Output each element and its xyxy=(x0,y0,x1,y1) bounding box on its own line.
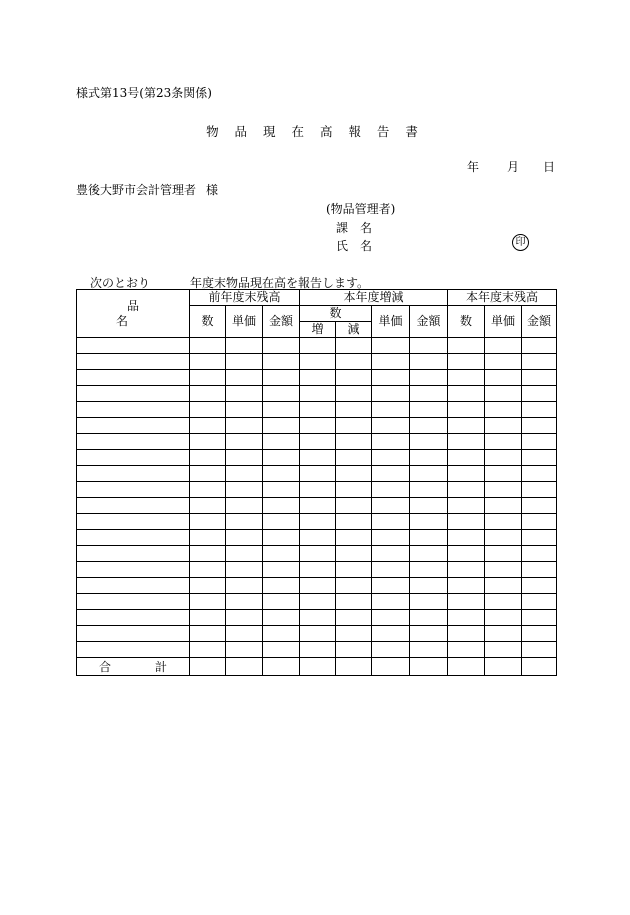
table-row xyxy=(77,466,557,482)
table-cell[interactable] xyxy=(448,626,485,642)
recipient xyxy=(76,181,218,198)
table-cell[interactable] xyxy=(448,482,485,498)
table-cell[interactable] xyxy=(485,594,522,610)
table-cell[interactable] xyxy=(77,370,190,386)
table-cell[interactable] xyxy=(300,386,336,402)
table-cell[interactable] xyxy=(77,562,190,578)
table-cell[interactable] xyxy=(300,354,336,370)
table-cell[interactable] xyxy=(485,562,522,578)
table-cell[interactable] xyxy=(190,514,226,530)
table-cell[interactable] xyxy=(372,594,410,610)
table-cell[interactable] xyxy=(410,514,448,530)
recipient-honorific: 様 xyxy=(206,183,219,197)
date-day-label: 日 xyxy=(543,160,556,174)
table-cell[interactable] xyxy=(448,498,485,514)
table-cell[interactable] xyxy=(300,594,336,610)
table-cell[interactable] xyxy=(77,530,190,546)
table-cell[interactable] xyxy=(448,418,485,434)
table-cell[interactable] xyxy=(263,466,300,482)
table-cell[interactable] xyxy=(410,386,448,402)
table-cell[interactable] xyxy=(300,562,336,578)
change-qty-header: 数 xyxy=(300,306,372,322)
table-cell[interactable] xyxy=(226,594,263,610)
table-cell[interactable] xyxy=(263,354,300,370)
table-cell[interactable] xyxy=(300,610,336,626)
table-cell[interactable] xyxy=(336,530,372,546)
table-cell[interactable] xyxy=(226,338,263,354)
table-cell[interactable] xyxy=(77,354,190,370)
table-cell[interactable] xyxy=(263,386,300,402)
table-cell[interactable] xyxy=(300,434,336,450)
table-cell[interactable] xyxy=(190,626,226,642)
decrease-header: 減 xyxy=(336,322,372,338)
table-cell[interactable] xyxy=(410,626,448,642)
table-cell[interactable] xyxy=(263,482,300,498)
table-cell[interactable] xyxy=(263,418,300,434)
table-cell[interactable] xyxy=(300,482,336,498)
table-cell[interactable] xyxy=(372,610,410,626)
table-cell[interactable] xyxy=(226,450,263,466)
table-cell[interactable] xyxy=(190,418,226,434)
table-cell[interactable] xyxy=(77,498,190,514)
table-cell[interactable] xyxy=(410,610,448,626)
change-amount-header: 金額 xyxy=(410,306,448,338)
table-cell[interactable] xyxy=(448,338,485,354)
table-cell[interactable] xyxy=(336,562,372,578)
table-cell[interactable] xyxy=(263,530,300,546)
table-cell[interactable] xyxy=(190,386,226,402)
table-cell[interactable] xyxy=(336,594,372,610)
table-cell[interactable] xyxy=(336,514,372,530)
table-cell[interactable] xyxy=(336,498,372,514)
table-cell[interactable] xyxy=(263,450,300,466)
table-cell[interactable] xyxy=(522,594,557,610)
name-label: 氏 名 xyxy=(336,239,373,253)
table-cell[interactable] xyxy=(226,546,263,562)
total-label: 合 計 xyxy=(77,658,190,676)
table-cell[interactable] xyxy=(300,418,336,434)
table-cell[interactable] xyxy=(522,642,557,658)
table-row xyxy=(77,418,557,434)
table-cell[interactable] xyxy=(336,578,372,594)
table-row xyxy=(77,514,557,530)
table-cell[interactable] xyxy=(485,530,522,546)
table-cell[interactable] xyxy=(336,354,372,370)
table-cell[interactable] xyxy=(372,370,410,386)
table-cell[interactable] xyxy=(77,610,190,626)
total-cell[interactable] xyxy=(263,658,300,676)
table-row xyxy=(77,370,557,386)
table-cell[interactable] xyxy=(190,530,226,546)
table-cell[interactable] xyxy=(336,466,372,482)
table-cell[interactable] xyxy=(336,418,372,434)
table-cell[interactable] xyxy=(300,338,336,354)
table-cell[interactable] xyxy=(77,626,190,642)
table-cell[interactable] xyxy=(300,514,336,530)
table-cell[interactable] xyxy=(410,370,448,386)
table-cell[interactable] xyxy=(410,578,448,594)
date-line xyxy=(467,158,555,175)
table-cell[interactable] xyxy=(77,402,190,418)
table-cell[interactable] xyxy=(485,450,522,466)
table-cell[interactable] xyxy=(336,386,372,402)
table-row xyxy=(77,354,557,370)
table-cell[interactable] xyxy=(485,418,522,434)
table-cell[interactable] xyxy=(226,418,263,434)
current-qty-header: 数 xyxy=(448,306,485,338)
table-cell[interactable] xyxy=(410,594,448,610)
table-cell[interactable] xyxy=(77,594,190,610)
intro-suffix: 年度末物品現在高を報告します。 xyxy=(190,276,370,290)
table-cell[interactable] xyxy=(263,594,300,610)
table-row xyxy=(77,594,557,610)
item-name-header: 品 名 xyxy=(77,290,190,338)
table-cell[interactable] xyxy=(522,610,557,626)
table-cell[interactable] xyxy=(263,546,300,562)
table-cell[interactable] xyxy=(522,434,557,450)
table-cell[interactable] xyxy=(226,514,263,530)
table-cell[interactable] xyxy=(485,610,522,626)
table-cell[interactable] xyxy=(263,434,300,450)
table-cell[interactable] xyxy=(263,642,300,658)
table-cell[interactable] xyxy=(77,418,190,434)
table-cell[interactable] xyxy=(263,514,300,530)
table-cell[interactable] xyxy=(522,546,557,562)
table-cell[interactable] xyxy=(372,434,410,450)
prev-amount-header: 金額 xyxy=(263,306,300,338)
table-cell[interactable] xyxy=(410,482,448,498)
table-row xyxy=(77,578,557,594)
table-cell[interactable] xyxy=(448,402,485,418)
table-row xyxy=(77,434,557,450)
table-cell[interactable] xyxy=(226,626,263,642)
seal-mark-icon: 印 xyxy=(512,234,529,251)
manager-heading: (物品管理者) xyxy=(326,202,396,216)
table-cell[interactable] xyxy=(77,514,190,530)
change-header: 本年度増減 xyxy=(300,290,448,306)
prev-unit-price-header: 単価 xyxy=(226,306,263,338)
table-cell[interactable] xyxy=(190,610,226,626)
table-cell[interactable] xyxy=(485,370,522,386)
table-cell[interactable] xyxy=(300,402,336,418)
total-cell[interactable] xyxy=(226,658,263,676)
table-cell[interactable] xyxy=(448,370,485,386)
table-cell[interactable] xyxy=(372,386,410,402)
table-cell[interactable] xyxy=(522,578,557,594)
table-cell[interactable] xyxy=(190,594,226,610)
table-cell[interactable] xyxy=(522,354,557,370)
table-cell[interactable] xyxy=(522,514,557,530)
table-cell[interactable] xyxy=(300,578,336,594)
table-cell[interactable] xyxy=(448,466,485,482)
table-cell[interactable] xyxy=(190,402,226,418)
table-cell[interactable] xyxy=(410,562,448,578)
table-cell[interactable] xyxy=(485,402,522,418)
table-cell[interactable] xyxy=(77,450,190,466)
table-cell[interactable] xyxy=(190,546,226,562)
table-cell[interactable] xyxy=(372,418,410,434)
table-cell[interactable] xyxy=(190,338,226,354)
table-row xyxy=(77,402,557,418)
table-cell[interactable] xyxy=(372,498,410,514)
table-cell[interactable] xyxy=(336,546,372,562)
table-cell[interactable] xyxy=(263,498,300,514)
table-cell[interactable] xyxy=(372,482,410,498)
table-cell[interactable] xyxy=(263,610,300,626)
table-cell[interactable] xyxy=(77,386,190,402)
table-cell[interactable] xyxy=(485,338,522,354)
table-cell[interactable] xyxy=(372,466,410,482)
table-cell[interactable] xyxy=(448,546,485,562)
table-cell[interactable] xyxy=(410,466,448,482)
table-cell[interactable] xyxy=(485,386,522,402)
table-cell[interactable] xyxy=(226,482,263,498)
table-cell[interactable] xyxy=(372,530,410,546)
table-cell[interactable] xyxy=(300,450,336,466)
table-cell[interactable] xyxy=(300,546,336,562)
table-cell[interactable] xyxy=(522,338,557,354)
table-cell[interactable] xyxy=(226,610,263,626)
table-cell[interactable] xyxy=(410,450,448,466)
table-cell[interactable] xyxy=(522,402,557,418)
table-cell[interactable] xyxy=(263,338,300,354)
table-cell[interactable] xyxy=(448,530,485,546)
table-cell[interactable] xyxy=(410,354,448,370)
table-cell[interactable] xyxy=(226,562,263,578)
change-unit-price-header: 単価 xyxy=(372,306,410,338)
table-cell[interactable] xyxy=(448,610,485,626)
table-cell[interactable] xyxy=(485,466,522,482)
table-cell[interactable] xyxy=(448,578,485,594)
total-cell[interactable] xyxy=(336,658,372,676)
table-cell[interactable] xyxy=(372,642,410,658)
table-cell[interactable] xyxy=(448,434,485,450)
table-cell[interactable] xyxy=(372,578,410,594)
table-cell[interactable] xyxy=(522,370,557,386)
current-unit-price-header: 単価 xyxy=(485,306,522,338)
table-cell[interactable] xyxy=(372,450,410,466)
table-cell[interactable] xyxy=(226,466,263,482)
table-cell[interactable] xyxy=(372,546,410,562)
table-cell[interactable] xyxy=(485,354,522,370)
table-cell[interactable] xyxy=(410,338,448,354)
table-cell[interactable] xyxy=(448,514,485,530)
table-cell[interactable] xyxy=(485,514,522,530)
table-cell[interactable] xyxy=(336,642,372,658)
table-cell[interactable] xyxy=(485,498,522,514)
table-cell[interactable] xyxy=(300,626,336,642)
table-cell[interactable] xyxy=(77,578,190,594)
table-cell[interactable] xyxy=(372,402,410,418)
table-cell[interactable] xyxy=(226,386,263,402)
prev-qty-header: 数 xyxy=(190,306,226,338)
table-cell[interactable] xyxy=(485,626,522,642)
table-row xyxy=(77,338,557,354)
intro-prefix: 次のとおり xyxy=(90,276,151,290)
table-row xyxy=(77,562,557,578)
table-cell[interactable] xyxy=(226,498,263,514)
table-cell[interactable] xyxy=(226,434,263,450)
table-row xyxy=(77,482,557,498)
table-cell[interactable] xyxy=(372,338,410,354)
table-cell[interactable] xyxy=(522,626,557,642)
recipient-name: 豊後大野市会計管理者 xyxy=(76,183,197,197)
table-cell[interactable] xyxy=(300,498,336,514)
total-cell[interactable] xyxy=(485,658,522,676)
table-cell[interactable] xyxy=(190,450,226,466)
table-cell[interactable] xyxy=(336,338,372,354)
table-cell[interactable] xyxy=(485,578,522,594)
table-cell[interactable] xyxy=(448,386,485,402)
table-cell[interactable] xyxy=(190,434,226,450)
table-cell[interactable] xyxy=(77,642,190,658)
date-month-label: 月 xyxy=(507,160,520,174)
table-cell[interactable] xyxy=(448,642,485,658)
form-number: 様式第13号(第23条関係) xyxy=(76,86,212,100)
table-row xyxy=(77,450,557,466)
table-row xyxy=(77,546,557,562)
table-cell[interactable] xyxy=(410,498,448,514)
table-cell[interactable] xyxy=(522,498,557,514)
table-cell[interactable] xyxy=(226,402,263,418)
total-cell[interactable] xyxy=(448,658,485,676)
prev-balance-header: 前年度末残高 xyxy=(190,290,300,306)
table-row xyxy=(77,626,557,642)
table-cell[interactable] xyxy=(448,450,485,466)
table-row xyxy=(77,642,557,658)
table-cell[interactable] xyxy=(263,578,300,594)
table-cell[interactable] xyxy=(190,562,226,578)
table-cell[interactable] xyxy=(410,642,448,658)
table-cell[interactable] xyxy=(448,354,485,370)
table-cell[interactable] xyxy=(226,578,263,594)
table-cell[interactable] xyxy=(190,578,226,594)
table-cell[interactable] xyxy=(336,610,372,626)
table-cell[interactable] xyxy=(410,530,448,546)
date-year-label: 年 xyxy=(467,160,480,174)
total-cell[interactable] xyxy=(410,658,448,676)
table-cell[interactable] xyxy=(485,546,522,562)
table-cell[interactable] xyxy=(263,370,300,386)
total-cell[interactable] xyxy=(300,658,336,676)
table-cell[interactable] xyxy=(522,418,557,434)
table-cell[interactable] xyxy=(263,562,300,578)
table-cell[interactable] xyxy=(190,370,226,386)
table-cell[interactable] xyxy=(263,402,300,418)
dept-label: 課 名 xyxy=(336,221,373,235)
table-cell[interactable] xyxy=(410,546,448,562)
table-cell[interactable] xyxy=(372,354,410,370)
table-cell[interactable] xyxy=(485,642,522,658)
table-cell[interactable] xyxy=(300,642,336,658)
table-cell[interactable] xyxy=(226,370,263,386)
table-cell[interactable] xyxy=(522,562,557,578)
table-cell[interactable] xyxy=(77,434,190,450)
table-cell[interactable] xyxy=(336,450,372,466)
table-row xyxy=(77,498,557,514)
table-cell[interactable] xyxy=(410,402,448,418)
table-cell[interactable] xyxy=(372,562,410,578)
table-cell[interactable] xyxy=(190,482,226,498)
table-cell[interactable] xyxy=(522,450,557,466)
table-row xyxy=(77,610,557,626)
table-cell[interactable] xyxy=(226,530,263,546)
table-cell[interactable] xyxy=(190,642,226,658)
table-row xyxy=(77,386,557,402)
table-cell[interactable] xyxy=(77,466,190,482)
table-cell[interactable] xyxy=(372,626,410,642)
current-balance-header: 本年度末残高 xyxy=(448,290,557,306)
table-cell[interactable] xyxy=(522,530,557,546)
total-cell[interactable] xyxy=(522,658,557,676)
table-cell[interactable] xyxy=(300,530,336,546)
table-cell[interactable] xyxy=(190,498,226,514)
table-cell[interactable] xyxy=(77,546,190,562)
table-cell[interactable] xyxy=(448,594,485,610)
table-cell[interactable] xyxy=(336,482,372,498)
current-amount-header: 金額 xyxy=(522,306,557,338)
table-cell[interactable] xyxy=(300,370,336,386)
table-cell[interactable] xyxy=(485,482,522,498)
total-cell[interactable] xyxy=(372,658,410,676)
table-cell[interactable] xyxy=(77,482,190,498)
table-cell[interactable] xyxy=(522,482,557,498)
table-cell[interactable] xyxy=(190,466,226,482)
table-cell[interactable] xyxy=(372,514,410,530)
table-cell[interactable] xyxy=(522,386,557,402)
table-cell[interactable] xyxy=(336,626,372,642)
increase-header: 増 xyxy=(300,322,336,338)
table-cell[interactable] xyxy=(485,434,522,450)
table-cell[interactable] xyxy=(448,562,485,578)
total-cell[interactable] xyxy=(190,658,226,676)
table-cell[interactable] xyxy=(410,434,448,450)
table-cell[interactable] xyxy=(336,402,372,418)
table-cell[interactable] xyxy=(336,434,372,450)
table-cell[interactable] xyxy=(522,466,557,482)
table-cell[interactable] xyxy=(263,626,300,642)
table-cell[interactable] xyxy=(336,370,372,386)
table-cell[interactable] xyxy=(190,354,226,370)
document-title: 物 品 現 在 高 報 告 書 xyxy=(206,124,424,139)
table-cell[interactable] xyxy=(226,642,263,658)
table-cell[interactable] xyxy=(77,338,190,354)
inventory-table xyxy=(76,289,557,676)
table-row xyxy=(77,530,557,546)
table-cell[interactable] xyxy=(410,418,448,434)
table-cell[interactable] xyxy=(226,354,263,370)
table-cell[interactable] xyxy=(300,466,336,482)
